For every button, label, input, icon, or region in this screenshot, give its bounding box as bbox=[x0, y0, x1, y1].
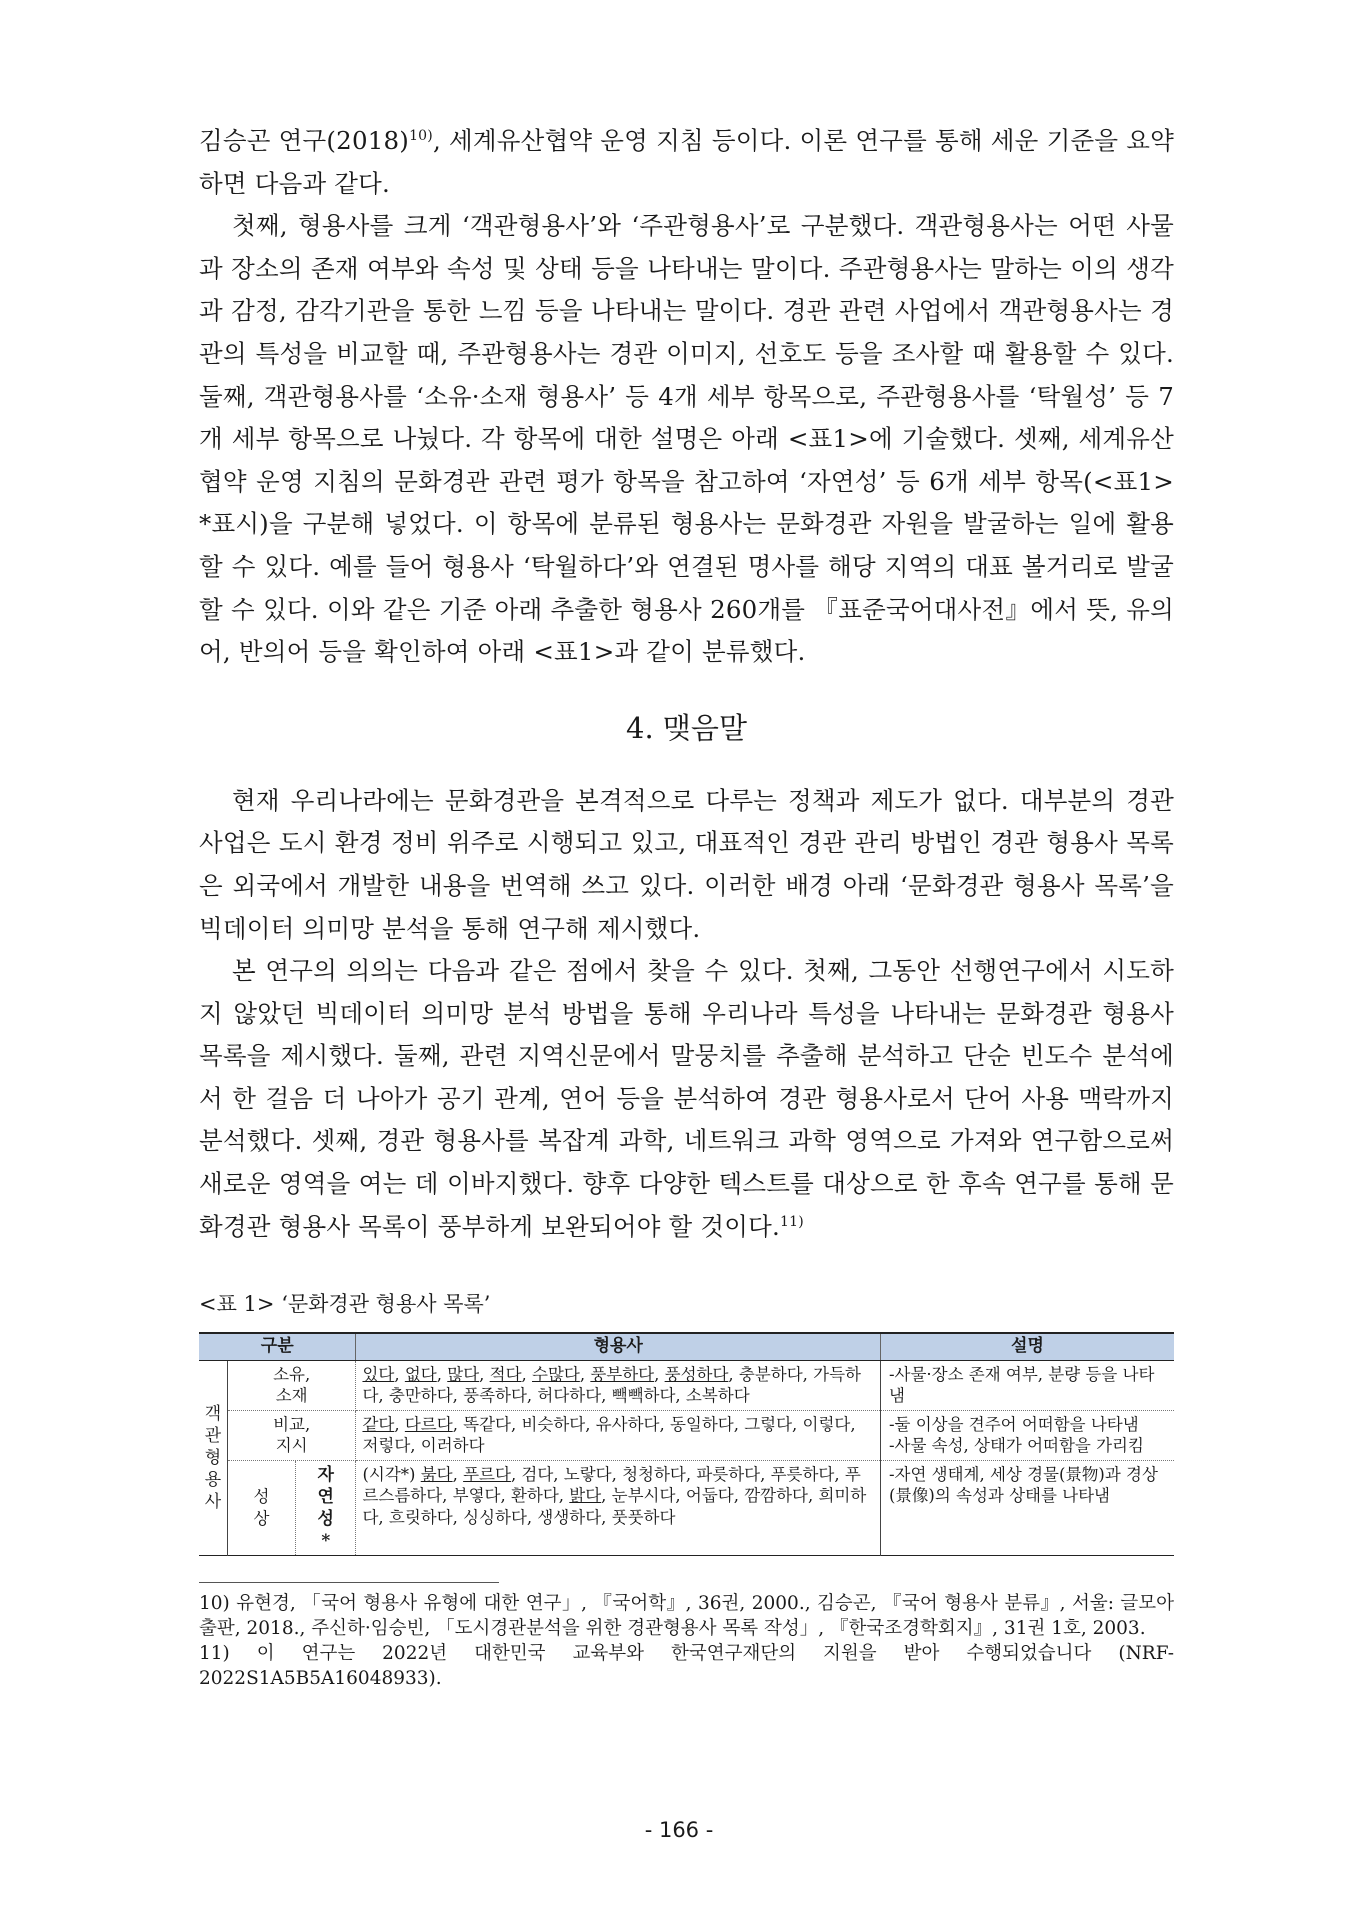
adjective-cell: 있다, 없다, 많다, 적다, 수많다, 풍부하다, 풍성하다, 충분하다, 가득하다, 충만하다, 풍족하다, 허다하다, 빽빽하다, 소복하다 bbox=[356, 1360, 880, 1410]
footnote-ref-10[interactable]: 10) bbox=[409, 128, 433, 144]
main-category-cell: 객 관 형 용 사 bbox=[199, 1360, 227, 1555]
description-cell: -둘 이상을 견주어 어떠함을 나타냄 -사물 속성, 상태가 어떠함을 가리킴 bbox=[880, 1410, 1174, 1460]
category-cell: 성 상 bbox=[227, 1460, 295, 1555]
header-description: 설명 bbox=[880, 1333, 1174, 1360]
adjective-cell: 같다, 다르다, 똑같다, 비슷하다, 유사하다, 동일하다, 그렇다, 이렇다, 저렇다, 이러하다 bbox=[356, 1410, 880, 1460]
conclusion-paragraph-1: 현재 우리나라에는 문화경관을 본격적으로 다루는 정책과 제도가 없다. 대부분의 경관 사업은 도시 환경 정비 위주로 시행되고 있고, 대표적인 경관 관리 방법인 경관 형용사 목록은 외국에서 개발한 내용을 번역해 쓰고 있다. 이러한 배경 아래 ‘문화경관 형용사 목록’을 빅데이터 의미망 분석을 통해 연구해 제시했다. bbox=[199, 785, 1174, 943]
table-caption: <표 1> ‘문화경관 형용사 목록’ bbox=[199, 1292, 491, 1317]
adjective-cell: (시각*) 붉다, 푸르다, 검다, 노랗다, 청청하다, 파릇하다, 푸릇하다, 푸르스름하다, 부옇다, 환하다, 밝다, 눈부시다, 어둡다, 깜깜하다, 희미하다, 흐릿하다, 싱싱하다, 생생하다, 풋풋하다 bbox=[356, 1460, 880, 1555]
table-header-row bbox=[199, 1333, 1174, 1360]
section-title: 4. 맺음말 bbox=[626, 710, 747, 745]
table-row bbox=[199, 1360, 1174, 1410]
page-content bbox=[199, 120, 1174, 1691]
subcategory-cell: 자 연 성 * bbox=[296, 1460, 356, 1555]
footnote-10 bbox=[199, 1591, 1174, 1641]
conclusion-paragraph-2 bbox=[199, 950, 1174, 1248]
intro-paragraph bbox=[199, 120, 1174, 205]
criteria-paragraph: 첫째, 형용사를 크게 ‘객관형용사’와 ‘주관형용사’로 구분했다. 객관형용사는 어떤 사물과 장소의 존재 여부와 속성 및 상태 등을 나타내는 말이다. 주관형용사는 말하는 이의 생각과 감정, 감각기관을 통한 느낌 등을 나타내는 말이다. 경관 관련 사업에서 객관형용사는 경관의 특성을 비교할 때, 주관형용사는 경관 이미지, 선호도 등을 조사할 때 활용할 수 있다. 둘째, 객관형용사를 ‘소유·소재 형용사’ 등 4개 세부 항목으로, 주관형용사를 ‘탁월성’ 등 7개 세부 항목으로 나눴다. 각 항목에 대한 설명은 아래 <표1>에 기술했다. 셋째, 세계유산협약 운영 지침의 문화경관 관련 평가 항목을 참고하여 ‘자연성’ 등 6개 세부 항목(<표1> *표시)을 구분해 넣었다. 이 항목에 분류된 형용사는 문화경관 자원을 발굴하는 일에 활용할 수 있다. 예를 들어 형용사 ‘탁월하다’와 연결된 명사를 해당 지역의 대표 볼거리로 발굴할 수 있다. 이와 같은 기준 아래 추출한 형용사 260개를 『표준국어대사전』에서 뜻, 유의어, 반의어 등을 확인하여 아래 <표1>과 같이 분류했다. bbox=[199, 211, 1174, 667]
intro-text-start: 김승곤 연구(2018) bbox=[199, 126, 410, 155]
page-number: - 166 - bbox=[644, 1818, 714, 1842]
footnote-11 bbox=[199, 1641, 1174, 1691]
header-adjectives: 형용사 bbox=[356, 1333, 880, 1360]
table-row bbox=[199, 1460, 1174, 1555]
footnote-number: 11) bbox=[199, 1642, 230, 1664]
intro-text-end: , 세계유산협약 운영 지침 등이다. 이론 연구를 통해 세운 기준을 요약하면 다음과 같다. bbox=[199, 126, 1174, 198]
footnote-text: 이 연구는 2022년 대한민국 교육부와 한국연구재단의 지원을 받아 수행되었습니다 (NRF-2022S1A5B5A16048933). bbox=[199, 1642, 1174, 1689]
footnote-number: 10) bbox=[199, 1592, 230, 1614]
description-cell: -자연 생태계, 세상 경물(景物)과 경상(景像)의 속성과 상태를 나타냄 bbox=[888, 1464, 1158, 1506]
table-row bbox=[199, 1410, 1174, 1460]
description-cell: -사물·장소 존재 여부, 분량 등을 나타냄 bbox=[880, 1360, 1174, 1410]
header-category: 구분 bbox=[199, 1333, 356, 1360]
footnote-text: 유현경, 「국어 형용사 유형에 대한 연구」, 『국어학』, 36권, 2000., 김승곤, 『국어 형용사 분류』, 서울: 글모아출판, 2018., 주신하·임승빈, 「도시경관분석을 위한 경관형용사 목록 작성」, 『한국조경학회지』, 31권 1호, 2003. bbox=[199, 1592, 1174, 1639]
adjective-table bbox=[199, 1332, 1174, 1556]
conclusion-paragraph-2-text: 본 연구의 의의는 다음과 같은 점에서 찾을 수 있다. 첫째, 그동안 선행연구에서 시도하지 않았던 빅데이터 의미망 분석 방법을 통해 우리나라 특성을 나타내는 문화경관 형용사 목록을 제시했다. 둘째, 관련 지역신문에서 말뭉치를 추출해 분석하고 단순 빈도수 분석에서 한 걸음 더 나아가 공기 관계, 연어 등을 분석하여 경관 형용사로서 단어 사용 맥락까지 분석했다. 셋째, 경관 형용사를 복잡계 과학, 네트워크 과학 영역으로 가져와 연구함으로써 새로운 영역을 여는 데 이바지했다. 향후 다양한 텍스트를 대상으로 한 후속 연구를 통해 문화경관 형용사 목록이 풍부하게 보완되어야 할 것이다. bbox=[199, 956, 1174, 1241]
category-cell: 소유, 소재 bbox=[227, 1360, 356, 1410]
footnote-divider bbox=[199, 1582, 499, 1583]
category-cell: 비교, 지시 bbox=[227, 1410, 356, 1460]
footnote-ref-11[interactable]: 11) bbox=[780, 1213, 804, 1230]
